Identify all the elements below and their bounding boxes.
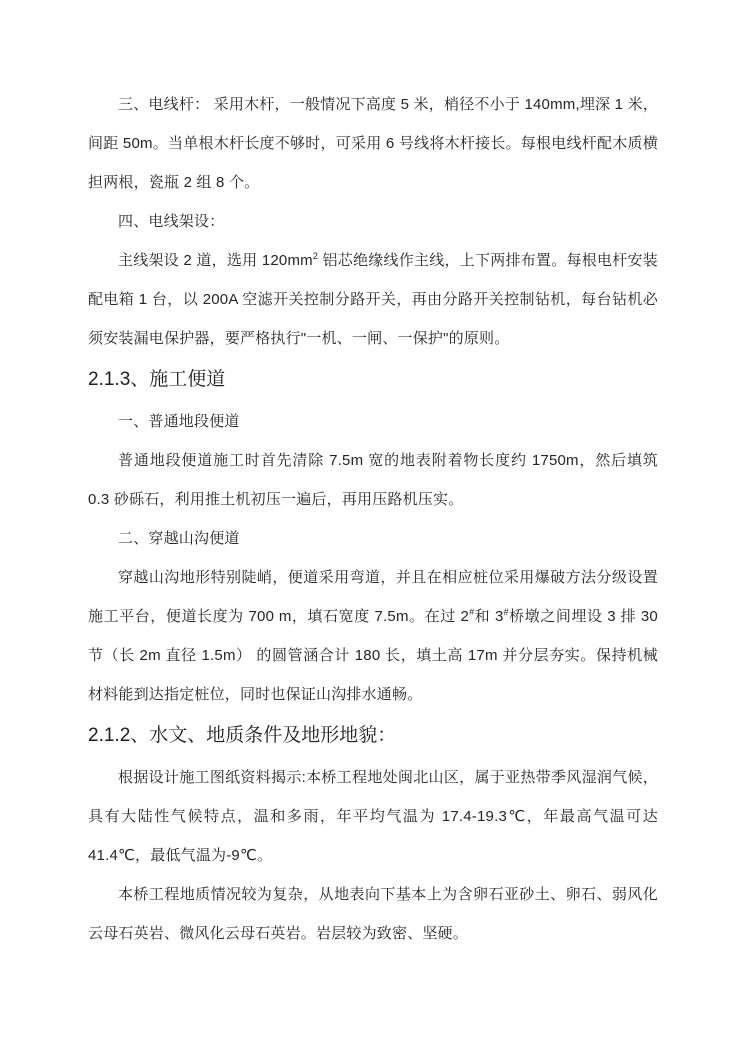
paragraph-wire-erection: 主线架设 2 道，选用 $120mm^2$ 铝芯绝缘线作主线，上下两排布置。每根电杆安装配电箱 1 台，以 200A 空滤开关控制分路开关，再由分路开关控制钻机，每台钻机必须安装漏电保护器，要严格执行"一机、一闸、一保护"的原则。 [88, 251, 658, 347]
superscript-text: # [503, 607, 509, 617]
paragraph-gully-road-heading: 二、穿越山沟便道 [118, 530, 240, 547]
paragraph-geology: 本桥工程地质情况较为复杂，从地表向下基本上为含卵石亚砂土、卵石、弱风化云母石英岩、微风化云母石英岩。岩层较为致密、坚硬。 [88, 886, 658, 942]
paragraph-wire-erection-heading: 四、电线架设： [118, 213, 225, 230]
superscript-text: # [469, 607, 475, 617]
paragraph-ordinary-road-heading: 一、普通地段便道 [118, 413, 240, 430]
superscript-text: 2 [312, 251, 319, 261]
paragraph-gully-road: 穿越山沟地形特别陡峭，便道采用弯道，并且在相应桩位采用爆破方法分级设置施工平台，便道长度为 700 m，填石宽度 7.5m。在过 2#和 3#桥墩之间埋设 3 排 30 节（长 2m 直径 1.5m） 的圆管涵合计 180 长，填土高 17m 并分层夯实。保持机械材料能到达指定桩位，同时也保证山沟排水通畅。 [88, 569, 658, 703]
paragraph-ordinary-road: 普通地段便道施工时首先清除 7.5m 宽的地表附着物长度约 1750m，然后填筑 0.3 砂砾石，利用推土机初压一遍后，再用压路机压实。 [88, 452, 658, 508]
paragraph-power-poles: 三、电线杆： 采用木杆，一般情况下高度 5 米，梢径不小于 140mm,埋深 1 米，间距 50m。当单根木杆长度不够时，可采用 6 号线将木杆接长。每根电线杆配木质横担两根，瓷瓶 2 组 8 个。 [88, 96, 658, 191]
section-heading-2-1-3: 2.1.3、施工便道 [88, 369, 226, 390]
section-heading-2-1-2: 2.1.2、水文、地质条件及地形地貌： [88, 725, 397, 746]
paragraph-climate: 根据设计施工图纸资料揭示:本桥工程地处闽北山区，属于亚热带季风湿润气候，具有大陆性气候特点，温和多雨，年平均气温为 17.4-19.3℃，年最高气温可达 41.4℃，最低气温为-9℃。 [88, 769, 658, 864]
